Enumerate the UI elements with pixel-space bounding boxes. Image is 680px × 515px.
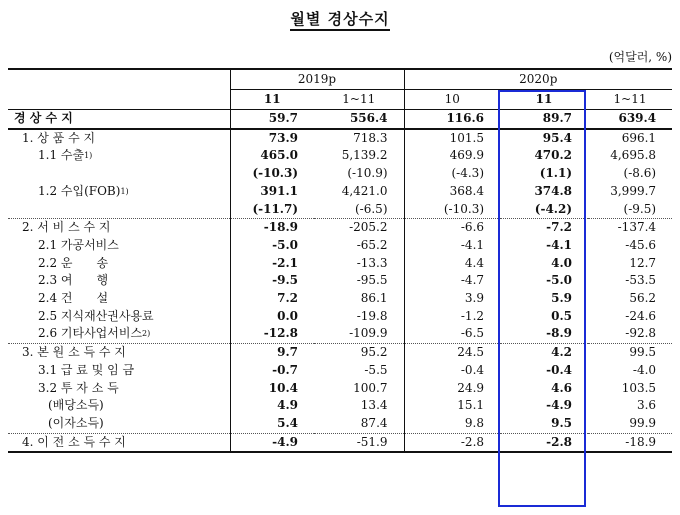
year-2019-header: 2019p [230,69,404,90]
table-row [8,255,672,273]
cell-value: -51.9 [314,433,404,452]
cell-value: 3.6 [636,398,657,413]
table-row [8,129,672,148]
table-body [8,110,672,453]
cell-value: 4.9 [230,397,314,415]
row-label [8,129,230,148]
cell-value: -19.8 [356,308,388,323]
cell-value: 5,139.2 [341,148,388,163]
cell-value: -5.0 [230,237,314,255]
table-row [8,201,672,219]
corner-cell [8,69,230,110]
cell-value: 95.2 [314,344,404,362]
col-header-2019-11: 11 [230,90,314,110]
cell-value: 56.2 [629,291,657,306]
row-label [8,415,230,433]
row-label [8,290,230,308]
table-row [8,110,672,129]
cell-value: 4,421.0 [341,183,388,198]
table-row [8,183,672,201]
cell-value: (-9.5) [623,201,657,216]
cell-value: 469.9 [404,147,500,165]
col-header-2020-10: 10 [404,90,500,110]
row-label [8,165,230,183]
year-2020-header: 2020p [404,69,672,90]
row-label-text: (이자소득) [48,415,104,430]
row-label [8,255,230,273]
cell-value: -2.1 [230,255,314,273]
row-label [8,272,230,290]
cell-value: (-4.2) [534,201,573,216]
col-header-2019-1-11: 1~11 [314,90,404,110]
cell-value: -65.2 [356,237,388,252]
cell-value: 4.4 [404,255,500,273]
cell-value: 13.4 [360,398,388,413]
unit-label: (억달러, %) [608,50,672,64]
row-label [8,147,230,165]
page-title [0,8,680,29]
cell-value: 12.7 [629,255,657,270]
cell-value: -4.0 [632,362,657,377]
row-label [8,308,230,326]
cell-value: 639.4 [588,110,672,129]
cell-value: 718.3 [353,130,388,145]
cell-value: -18.9 [230,219,314,237]
cell-value: -4.1 [404,237,500,255]
cell-value: 0.0 [230,308,314,326]
row-label [8,237,230,255]
cell-value: 24.9 [404,380,500,398]
cell-value: -95.5 [356,273,388,288]
table-row [8,344,672,362]
cell-value: 10.4 [230,380,314,398]
table-row [8,290,672,308]
cell-value: 3.9 [404,290,500,308]
cell-value: 7.2 [230,290,314,308]
cell-value: -12.8 [230,325,314,343]
cell-value: -4.7 [404,272,500,290]
row-label [8,201,230,219]
footnote-marker: 1) [120,186,129,196]
row-label [8,325,230,343]
cell-value: 374.8 [534,183,573,198]
row-label-text: 1. 상 품 수 지 [22,130,96,145]
cell-value: 9.7 [230,344,314,362]
cell-value: -0.4 [546,362,573,377]
table-row [8,237,672,255]
col-header-2020-11: 11 [500,90,588,110]
cell-value: 696.1 [621,130,657,145]
cell-value: 99.5 [588,344,672,362]
cell-value: -0.4 [404,362,500,380]
table-row [8,147,672,165]
table-row [8,433,672,452]
cell-value: 59.7 [230,110,314,129]
cell-value: (-10.3) [230,165,314,183]
cell-value: 9.8 [404,415,500,433]
row-label-text: 2.3 여 행 [38,273,109,288]
table-row [8,219,672,237]
cell-value: (-10.9) [347,166,388,181]
cell-value: -2.8 [500,433,588,452]
cell-value: 116.6 [404,110,500,129]
row-label-text: 2. 서 비 스 수 지 [22,220,111,235]
footnote-marker: 1) [84,151,93,161]
cell-value: 4,695.8 [610,148,657,163]
row-label-text: 2.5 지식재산권사용료 [38,308,154,323]
row-label [8,362,230,380]
row-label-text: 1.2 수입(FOB) [38,183,121,198]
cell-value: 465.0 [230,147,314,165]
cell-value: 470.2 [534,148,573,163]
current-account-table [8,68,672,453]
row-label-text: 2.4 건 설 [38,291,109,306]
cell-value: 368.4 [404,183,500,201]
page-title-text: 월별 경상수지 [290,10,389,31]
cell-value: -2.8 [404,433,500,452]
cell-value: 5.9 [551,291,573,306]
cell-value: 4.6 [551,380,573,395]
cell-value: 95.4 [542,130,573,145]
row-label-text: 4. 이 전 소 득 수 지 [22,434,126,449]
cell-value: 0.5 [551,308,573,323]
table-row [8,308,672,326]
row-label [8,344,230,362]
table-row [8,397,672,415]
cell-value: -8.9 [546,326,573,341]
row-label [8,433,230,452]
table-row [8,415,672,433]
row-label [8,183,230,201]
cell-value: 4.0 [551,255,573,270]
row-label-text: 2.6 기타사업서비스 [38,326,143,341]
cell-value: -4.1 [546,237,573,252]
col-header-2020-1-11: 1~11 [588,90,672,110]
table-row [8,165,672,183]
row-label [8,397,230,415]
cell-value: -5.5 [364,362,388,377]
footnote-marker: 2) [142,329,151,339]
cell-value: -18.9 [588,433,672,452]
cell-value: -4.9 [546,398,573,413]
table-row [8,325,672,343]
row-label-text: 2.1 가공서비스 [38,237,119,252]
cell-value: (-8.6) [623,166,657,181]
cell-value: 99.9 [629,415,657,430]
cell-value: 101.5 [404,129,500,148]
cell-value: 3,999.7 [610,183,657,198]
cell-value: 556.4 [314,110,404,129]
cell-value: (-11.7) [230,201,314,219]
cell-value: 87.4 [360,415,388,430]
cell-value: -5.0 [546,273,573,288]
row-label-text: (배당소득) [48,398,104,413]
cell-value: 15.1 [404,397,500,415]
cell-value: -1.2 [404,308,500,326]
cell-value: -53.5 [625,273,657,288]
cell-value: (1.1) [539,166,573,181]
cell-value: -7.2 [500,219,588,237]
row-label [8,219,230,237]
cell-value: 391.1 [230,183,314,201]
cell-value: 86.1 [360,291,388,306]
row-label [8,380,230,398]
cell-value: -9.5 [230,272,314,290]
cell-value: 5.4 [230,415,314,433]
table-row [8,380,672,398]
cell-value: -205.2 [314,219,404,237]
row-label-text: 3. 본 원 소 득 수 지 [22,345,126,360]
table-row [8,272,672,290]
cell-value: 73.9 [230,129,314,148]
cell-value: 24.5 [404,344,500,362]
cell-value: -13.3 [356,255,388,270]
row-label-text: 3.2 투 자 소 득 [38,380,119,395]
cell-value: (-4.3) [404,165,500,183]
cell-value: (-6.5) [355,201,388,216]
cell-value: -137.4 [588,219,672,237]
cell-value: -4.9 [230,433,314,452]
row-label [8,110,230,129]
cell-value: -0.7 [230,362,314,380]
table-row [8,362,672,380]
cell-value: 89.7 [500,110,588,129]
cell-value: -45.6 [625,237,657,252]
row-label-text: 2.2 운 송 [38,255,109,270]
cell-value: -6.5 [404,325,500,343]
cell-value: -92.8 [625,326,657,341]
row-label-text: 1.1 수출 [38,148,85,163]
cell-value: 9.5 [551,415,573,430]
cell-value: -24.6 [625,308,657,323]
cell-value: 4.2 [500,344,588,362]
cell-value: -6.6 [404,219,500,237]
cell-value: 103.5 [621,380,657,395]
row-label-text: 3.1 급 료 및 임 금 [38,362,135,377]
cell-value: (-10.3) [404,201,500,219]
year-header-row [8,69,672,90]
row-label-text: 경 상 수 지 [14,111,73,125]
cell-value: 100.7 [353,380,388,395]
cell-value: -109.9 [349,326,388,341]
